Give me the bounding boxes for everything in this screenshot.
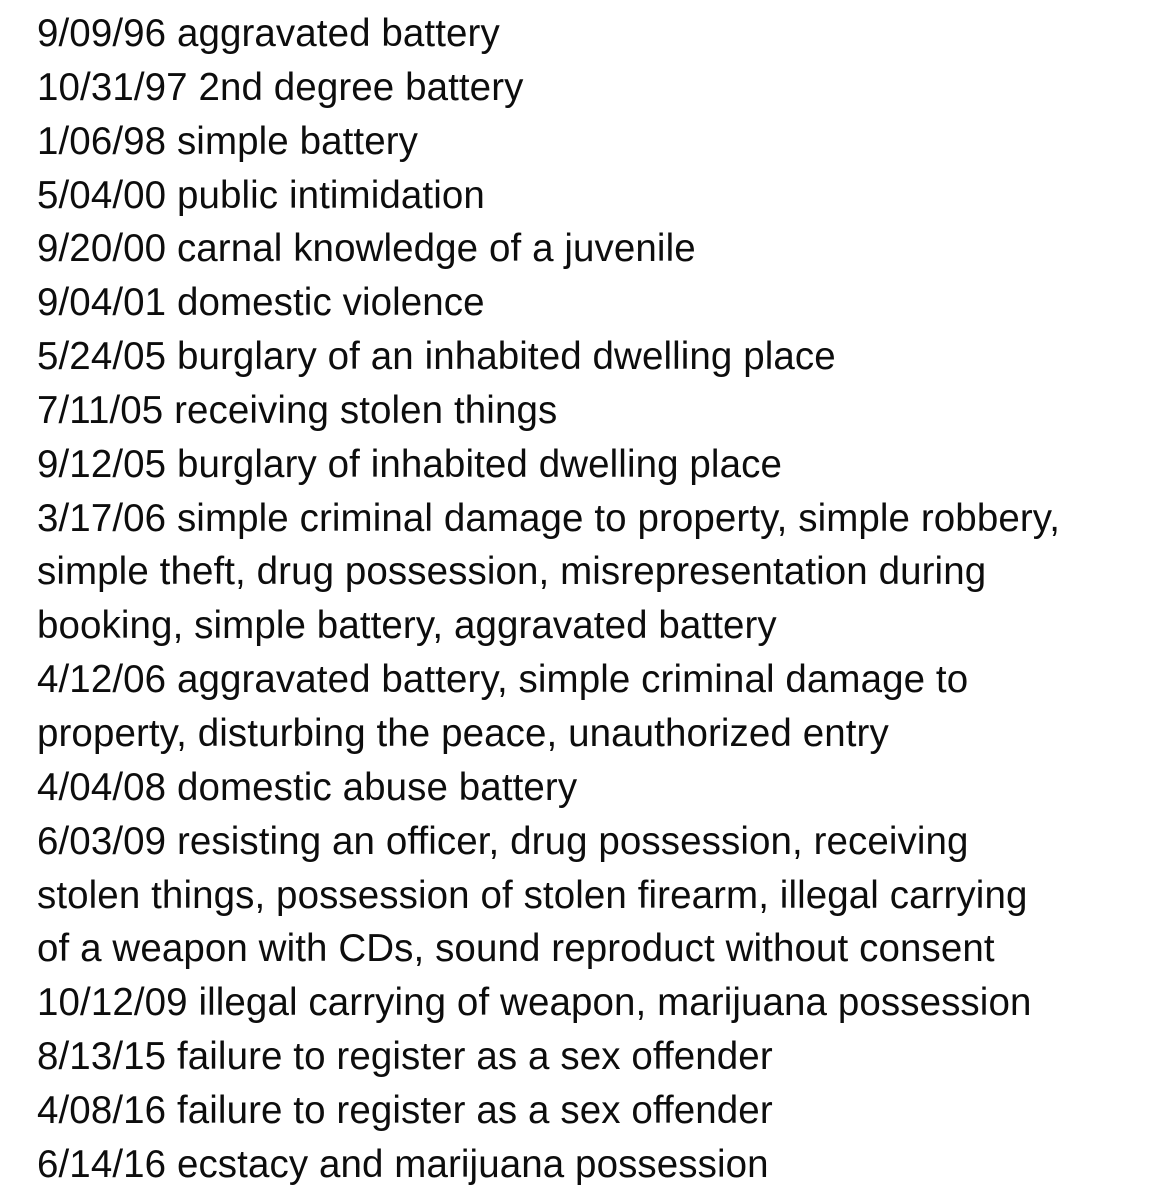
- text-line: property, disturbing the peace, unauthorized entry: [37, 711, 889, 755]
- text-line: 3/17/06 simple criminal damage to property, simple robbery,: [37, 496, 1061, 540]
- text-line: booking, simple battery, aggravated battery: [37, 604, 777, 648]
- text-line: 5/04/00 public intimidation: [37, 173, 485, 217]
- text-line: of a weapon with CDs, sound reproduct without consent: [37, 927, 995, 971]
- text-line: 8/13/15 failure to register as a sex offender: [37, 1035, 773, 1079]
- text-line: 6/14/16 ecstacy and marijuana possession: [37, 1142, 769, 1186]
- text-line: 5/24/05 burglary of an inhabited dwelling place: [37, 335, 836, 379]
- text-line: 6/03/09 resisting an officer, drug possession, receiving: [37, 819, 969, 863]
- text-line: 10/12/09 illegal carrying of weapon, marijuana possession: [37, 981, 1032, 1025]
- text-line: stolen things, possession of stolen firearm, illegal carrying: [37, 873, 1028, 917]
- text-line: 4/08/16 failure to register as a sex offender: [37, 1088, 773, 1132]
- text-line: 9/20/00 carnal knowledge of a juvenile: [37, 227, 696, 271]
- text-line: 9/09/96 aggravated battery: [37, 12, 500, 55]
- text-line: 4/04/08 domestic abuse battery: [37, 765, 578, 809]
- text-line: 9/04/01 domestic violence: [37, 281, 485, 325]
- text-line: simple theft, drug possession, misrepresentation during: [37, 550, 987, 594]
- text-line: 4/12/06 aggravated battery, simple criminal damage to: [37, 658, 969, 702]
- text-line: 7/11/05 receiving stolen things: [37, 388, 558, 432]
- text-line: 10/31/97 2nd degree battery: [37, 65, 524, 109]
- note-text-body: [37, 7, 1167, 1192]
- text-line: 9/12/05 burglary of inhabited dwelling place: [37, 442, 782, 486]
- text-line: 1/06/98 simple battery: [37, 119, 418, 163]
